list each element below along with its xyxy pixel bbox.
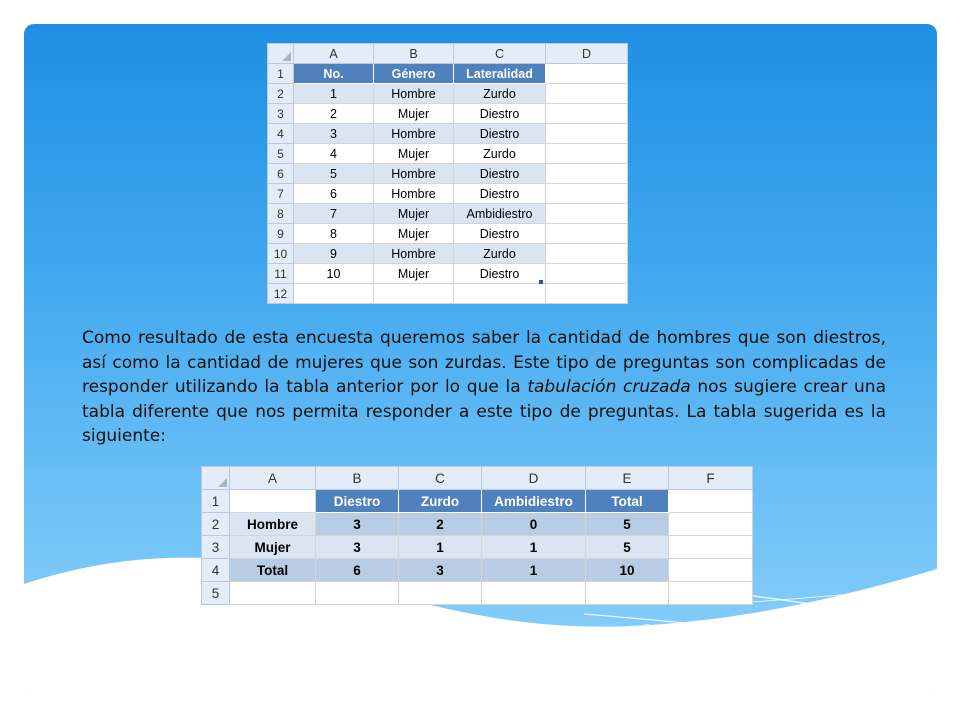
data-cell[interactable]: Hombre xyxy=(374,164,454,184)
data-cell[interactable]: 1 xyxy=(399,536,482,559)
row-header[interactable]: 4 xyxy=(202,559,230,582)
data-cell[interactable]: Diestro xyxy=(454,104,546,124)
column-header[interactable]: B xyxy=(374,44,454,64)
empty-cell[interactable] xyxy=(586,582,669,605)
empty-cell[interactable] xyxy=(546,104,628,124)
data-cell[interactable]: Mujer xyxy=(374,264,454,284)
data-cell[interactable]: 5 xyxy=(586,513,669,536)
header-cell-lateralidad[interactable]: Lateralidad xyxy=(454,64,546,84)
data-cell[interactable]: 7 xyxy=(294,204,374,224)
data-cell[interactable]: Mujer xyxy=(374,104,454,124)
header-cell-genero[interactable]: Género xyxy=(374,64,454,84)
empty-cell[interactable] xyxy=(546,264,628,284)
select-all-corner[interactable] xyxy=(202,467,230,490)
data-cell[interactable]: 1 xyxy=(482,559,586,582)
data-cell[interactable]: Hombre xyxy=(374,244,454,264)
empty-cell[interactable] xyxy=(482,582,586,605)
data-cell[interactable]: 3 xyxy=(294,124,374,144)
header-cell-no[interactable]: No. xyxy=(294,64,374,84)
row-header[interactable]: 3 xyxy=(202,536,230,559)
data-cell[interactable]: Diestro xyxy=(454,224,546,244)
empty-cell[interactable] xyxy=(669,559,753,582)
column-header[interactable]: C xyxy=(399,467,482,490)
row-header[interactable]: 12 xyxy=(268,284,294,304)
empty-cell[interactable] xyxy=(546,164,628,184)
empty-cell[interactable] xyxy=(669,582,753,605)
data-cell[interactable]: Diestro xyxy=(454,184,546,204)
row-header[interactable]: 9 xyxy=(268,224,294,244)
data-cell[interactable]: 2 xyxy=(294,104,374,124)
data-cell[interactable]: 1 xyxy=(482,536,586,559)
empty-cell[interactable] xyxy=(546,64,628,84)
header-cell-zurdo[interactable]: Zurdo xyxy=(399,490,482,513)
empty-cell[interactable] xyxy=(374,284,454,304)
empty-cell[interactable] xyxy=(294,284,374,304)
data-cell[interactable]: Hombre xyxy=(374,124,454,144)
source-data-spreadsheet xyxy=(267,43,628,304)
empty-cell[interactable] xyxy=(316,582,399,605)
empty-cell[interactable] xyxy=(546,204,628,224)
empty-cell[interactable] xyxy=(399,582,482,605)
select-all-corner[interactable] xyxy=(268,44,294,64)
empty-cell[interactable] xyxy=(546,124,628,144)
row-header[interactable]: 11 xyxy=(268,264,294,284)
empty-cell[interactable] xyxy=(546,184,628,204)
row-header[interactable]: 6 xyxy=(268,164,294,184)
data-cell[interactable]: Hombre xyxy=(374,184,454,204)
column-header[interactable]: A xyxy=(294,44,374,64)
data-cell[interactable]: Diestro xyxy=(454,164,546,184)
row-header[interactable]: 2 xyxy=(202,513,230,536)
row-label-total[interactable]: Total xyxy=(230,559,316,582)
data-cell[interactable]: Mujer xyxy=(374,224,454,244)
crosstab-spreadsheet xyxy=(201,466,753,605)
row-header[interactable]: 3 xyxy=(268,104,294,124)
header-cell-diestro[interactable]: Diestro xyxy=(316,490,399,513)
data-cell[interactable]: Mujer xyxy=(374,204,454,224)
row-header[interactable]: 2 xyxy=(268,84,294,104)
data-cell[interactable]: 3 xyxy=(316,536,399,559)
paragraph-text-2: nos sugiere crear una tabla diferente que nos permita responder a este tipo de preguntas. La tabla sugerida es la siguiente: xyxy=(82,377,886,446)
column-header[interactable]: B xyxy=(316,467,399,490)
explanation-paragraph xyxy=(82,326,886,449)
column-header[interactable]: D xyxy=(546,44,628,64)
data-cell[interactable]: 4 xyxy=(294,144,374,164)
data-cell[interactable]: 10 xyxy=(586,559,669,582)
data-cell[interactable]: 1 xyxy=(294,84,374,104)
empty-cell[interactable] xyxy=(669,536,753,559)
paragraph-italic-term: tabulación cruzada xyxy=(527,377,691,397)
data-cell[interactable]: Ambidiestro xyxy=(454,204,546,224)
column-header[interactable]: A xyxy=(230,467,316,490)
empty-cell[interactable] xyxy=(230,490,316,513)
row-header[interactable]: 1 xyxy=(202,490,230,513)
data-cell[interactable]: 3 xyxy=(316,513,399,536)
paragraph-text-1: Como resultado de esta encuesta queremos saber la cantidad de hombres que son diestros, así como la cantidad de mujeres que son zurdas. Este tipo de preguntas son complicadas de responder utilizando la tabla anterior por lo que la xyxy=(82,328,886,397)
data-cell[interactable]: Zurdo xyxy=(454,244,546,264)
table-resize-handle[interactable] xyxy=(539,280,543,284)
empty-cell[interactable] xyxy=(669,513,753,536)
column-header[interactable]: C xyxy=(454,44,546,64)
data-cell[interactable]: Diestro xyxy=(454,124,546,144)
row-header[interactable]: 5 xyxy=(268,144,294,164)
data-cell[interactable]: 9 xyxy=(294,244,374,264)
row-header[interactable]: 5 xyxy=(202,582,230,605)
column-header[interactable]: D xyxy=(482,467,586,490)
empty-cell[interactable] xyxy=(546,244,628,264)
row-label-mujer[interactable]: Mujer xyxy=(230,536,316,559)
data-cell[interactable]: 5 xyxy=(294,164,374,184)
data-cell[interactable]: Zurdo xyxy=(454,144,546,164)
empty-cell[interactable] xyxy=(546,84,628,104)
data-cell[interactable]: 6 xyxy=(294,184,374,204)
empty-cell[interactable] xyxy=(546,284,628,304)
data-cell[interactable]: 10 xyxy=(294,264,374,284)
row-header[interactable]: 7 xyxy=(268,184,294,204)
row-label-hombre[interactable]: Hombre xyxy=(230,513,316,536)
empty-cell[interactable] xyxy=(454,284,546,304)
data-cell[interactable]: 8 xyxy=(294,224,374,244)
header-cell-ambidiestro[interactable]: Ambidiestro xyxy=(482,490,586,513)
row-header[interactable]: 4 xyxy=(268,124,294,144)
row-header[interactable]: 1 xyxy=(268,64,294,84)
data-cell[interactable]: Zurdo xyxy=(454,84,546,104)
header-cell-total[interactable]: Total xyxy=(586,490,669,513)
data-cell[interactable]: 2 xyxy=(399,513,482,536)
column-header[interactable]: E xyxy=(586,467,669,490)
empty-cell[interactable] xyxy=(669,490,753,513)
data-cell[interactable]: Mujer xyxy=(374,144,454,164)
data-cell[interactable]: 3 xyxy=(399,559,482,582)
row-header[interactable]: 10 xyxy=(268,244,294,264)
row-header[interactable]: 8 xyxy=(268,204,294,224)
data-cell[interactable]: Hombre xyxy=(374,84,454,104)
empty-cell[interactable] xyxy=(546,224,628,244)
empty-cell[interactable] xyxy=(230,582,316,605)
data-cell[interactable]: 5 xyxy=(586,536,669,559)
column-header[interactable]: F xyxy=(669,467,753,490)
empty-cell[interactable] xyxy=(546,144,628,164)
data-cell[interactable]: 6 xyxy=(316,559,399,582)
data-cell[interactable]: Diestro xyxy=(454,264,546,284)
data-cell[interactable]: 0 xyxy=(482,513,586,536)
